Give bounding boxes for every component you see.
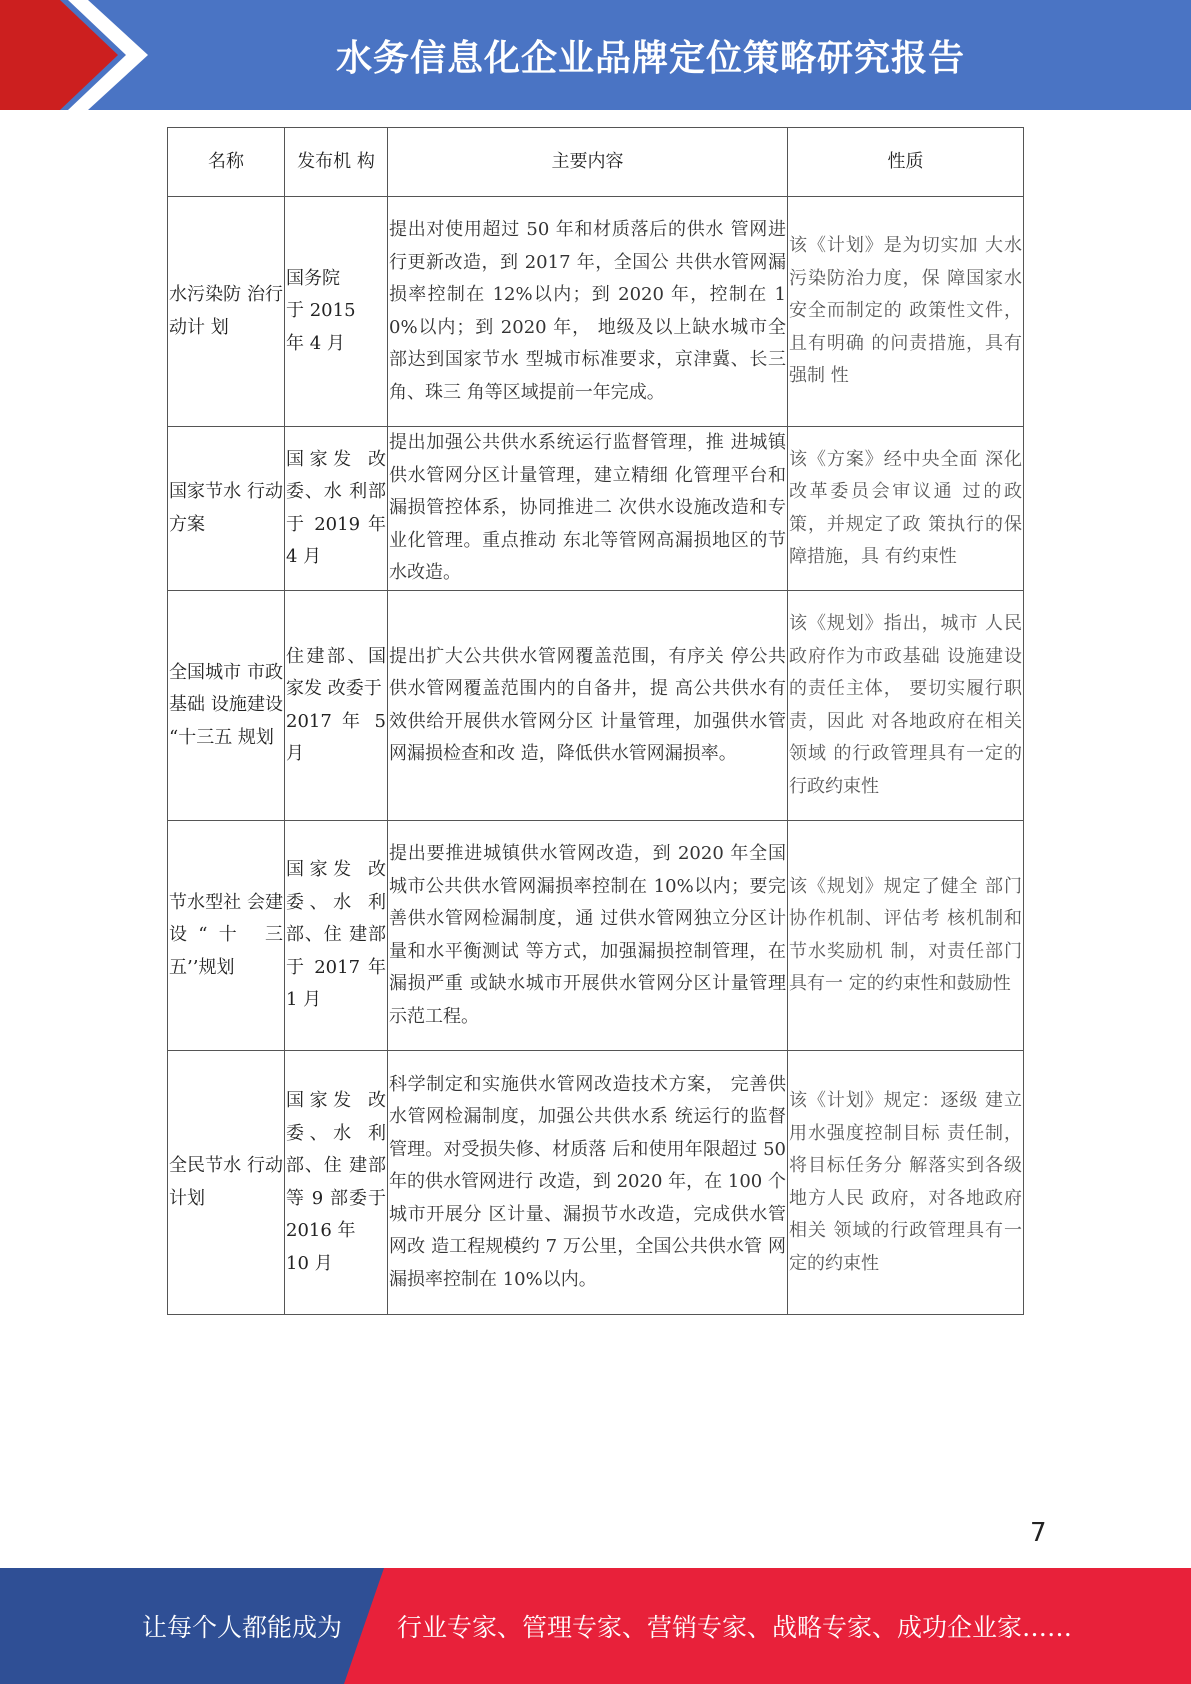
table-header-row [168,128,1024,197]
policy-issuer: 国家发 改委、水 利部于 2019 年 4 月 [285,427,388,591]
policy-nature: 该《方案》经中央全面 深化改革委员会审议通 过的政策，并规定了政 策执行的保障措施，具 有约束性 [788,427,1024,591]
policy-nature: 该《计划》是为切实加 大水污染防治力度，保 障国家水安全而制定的 政策性文件，且有明确 的问责措施，具有强制 性 [788,197,1024,427]
report-title: 水务信息化企业品牌定位策略研究报告 [335,37,965,79]
policy-content: 提出扩大公共供水管网覆盖范围，有序关 停公共供水管网覆盖范围内的自备井，提 高公共供水有效供给开展供水管网分区 计量管理，加强供水管网漏损检查和改 造，降低供水管网漏损率。 [388,591,788,821]
column-header-content: 主要内容 [388,128,788,197]
policy-nature: 该《规划》规定了健全 部门协作机制、评估考 核机制和节水奖励机 制，对责任部门具有一 定的约束性和鼓励性 [788,821,1024,1051]
page-number: 7 [1030,1518,1047,1548]
column-header-name: 名称 [168,128,285,197]
policy-content: 提出要推进城镇供水管网改造，到 2020 年全国城市公共供水管网漏损率控制在 10%以内；要完善供水管网检漏制度，通 过供水管网独立分区计量和水平衡测试 等方式，加强漏损控制管理，在漏损严重 或缺水城市开展供水管网分区计量管理 示范工程。 [388,821,788,1051]
table-row [168,591,1024,821]
table-row [168,197,1024,427]
policy-name: 节水型社 会建设“十 三五’’规划 [168,821,285,1051]
footer-slogan-left: 让每个人都能成为 [142,1613,343,1642]
footer-banner [0,1568,1191,1684]
policy-name: 水污染防 治行动计 划 [168,197,285,427]
table-row [168,1051,1024,1315]
footer-slogan-right: 行业专家、管理专家、营销专家、战略专家、成功企业家…… [397,1613,1073,1642]
column-header-issuer: 发布机 构 [285,128,388,197]
policy-issuer: 国家发 改委、水 利部、住 建部于 2017 年 1 月 [285,821,388,1051]
policy-content: 科学制定和实施供水管网改造技术方案， 完善供水管网检漏制度，加强公共供水系 统运行的监督管理。对受损失修、材质落 后和使用年限超过 50 年的供水管网进行 改造，到 2020 年，在 100 个城市开展分 区计量、漏损节水改造，完成供水管网改 造工程规模约 7 万公里，全国公共供水管 网漏损率控制在 10%以内。 [388,1051,788,1315]
header-banner [0,0,1191,110]
table-row [168,427,1024,591]
policy-content: 提出加强公共供水系统运行监督管理，推 进城镇供水管网分区计量管理，建立精细 化管理平台和漏损管控体系，协同推进二 次供水设施改造和专业化管理。重点推动 东北等管网高漏损地区的节水改造。 [388,427,788,591]
policy-issuer: 住建部、国家发 改委于 2017 年 5 月 [285,591,388,821]
column-header-nature: 性质 [788,128,1024,197]
policy-issuer: 国家发 改委、水 利部、住 建部等 9 部委于 2016 年 10 月 [285,1051,388,1315]
policy-content: 提出对使用超过 50 年和材质落后的供水 管网进行更新改造，到 2017 年，全国公 共供水管网漏损率控制在 12%以内；到 2020 年，控制在 10%以内；到 2020 年， 地级及以上缺水城市全部达到国家节水 型城市标准要求，京津冀、长三角、珠三 角等区域提前一年完成。 [388,197,788,427]
policy-nature: 该《计划》规定：逐级 建立用水强度控制目标 责任制，将目标任务分 解落实到各级地方人民 政府，对各地政府相关 领域的行政管理具有一 定的约束性 [788,1051,1024,1315]
table-row [168,821,1024,1051]
policy-issuer: 国务院 于 2015 年 4 月 [285,197,388,427]
policy-name: 国家节水 行动方案 [168,427,285,591]
policy-name: 全民节水 行动计划 [168,1051,285,1315]
policy-nature: 该《规划》指出，城市 人民政府作为市政基础 设施建设的责任主体， 要切实履行职责，因此 对各地政府在相关领域 的行政管理具有一定的 行政约束性 [788,591,1024,821]
header-arrow-decoration [0,0,160,110]
policy-name: 全国城市 市政基础 设施建设 “十三五 规划 [168,591,285,821]
policy-table [167,127,1024,1315]
